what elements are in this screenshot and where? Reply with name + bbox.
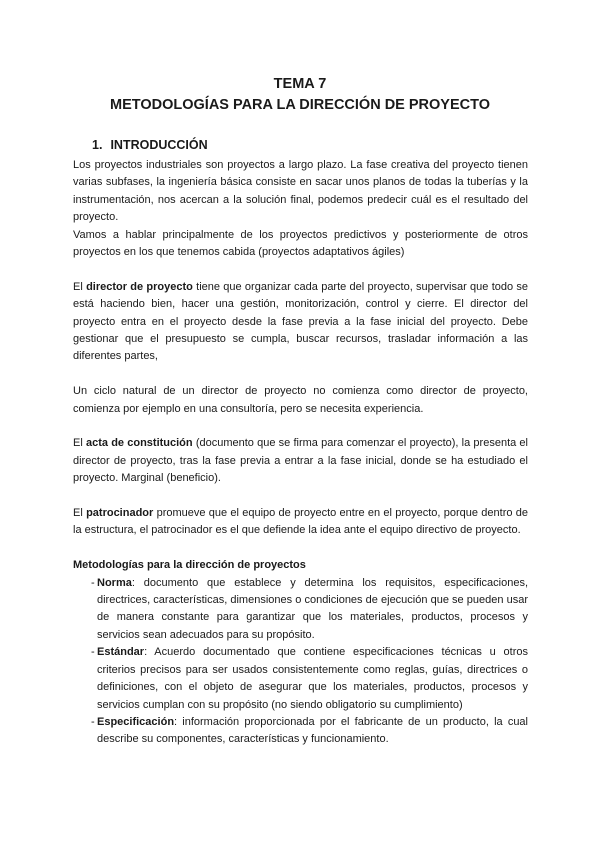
section-heading	[92, 138, 208, 152]
document-title-line2: METODOLOGÍAS PARA LA DIRECCIÓN DE PROYECTO	[110, 97, 490, 113]
document-body	[73, 157, 528, 749]
list-item-estandar	[73, 644, 528, 714]
dash-bullet: -	[91, 646, 95, 659]
paragraph-intro: Los proyectos industriales son proyectos a largo plazo. La fase creativa del proyecto tienen varias subfases, la ingeniería básica consiste en sacar unos planos de todas la tuberías y la instrumentación, nos acercan a la solución final, podemos predecir cuál es el resultado del proyecto.	[73, 159, 528, 224]
methodologies-heading: Metodologías para la dirección de proyectos	[73, 559, 306, 572]
term-patrocinador: patrocinador	[86, 507, 154, 520]
paragraph-director	[73, 279, 528, 366]
term-especificacion: Especificación	[97, 715, 175, 728]
especificacion-definition: : información proporcionada por el fabricante de un producto, la cual describe su componentes, características y funcionamiento.	[97, 715, 528, 746]
paragraph-patrocinador-post: promueve que el equipo de proyecto entre en el proyecto, porque dentro de la estructura, el patrocinador es el que defiende la idea ante el equipo directivo de proyecto.	[73, 507, 528, 537]
dash-bullet: -	[91, 715, 95, 728]
section-number: 1.	[92, 138, 103, 152]
norma-definition: : documento que establece y determina los requisitos, especificaciones, directrices, características, dimensiones o condiciones de ejecución que se pueden usar de manera constante para garantizar que los materiales, productos, procesos y servicios sean adecuados para su propósito.	[97, 576, 528, 641]
document-title-line1: TEMA 7	[273, 76, 327, 92]
paragraph-acta	[73, 435, 528, 487]
dash-bullet: -	[91, 576, 95, 589]
paragraph-acta-post: (documento que se firma para comenzar el proyecto), la presenta el director de proyecto, tras la fase previa a entrar a la fase inicial, donde se ha estudiado el proyecto. Marginal (beneficio).	[73, 437, 528, 485]
methodologies-list	[73, 575, 528, 749]
paragraph-patrocinador-pre: El	[73, 507, 87, 520]
section-title: INTRODUCCIÓN	[110, 138, 208, 152]
paragraph-director-pre: El	[73, 280, 87, 293]
paragraph-acta-pre: El	[73, 437, 86, 450]
estandar-definition: : Acuerdo documentado que contiene especificaciones técnicas u otros criterios precisos para ser usados consistentemente como reglas, guías, directrices o definiciones, con el objeto de asegurar que los materiales, productos, procesos y servicios cumplan con su propósito (no siendo obligatorio su cumplimiento)	[97, 646, 528, 711]
term-acta: acta de constitución	[85, 437, 193, 450]
list-item-especificacion	[73, 714, 528, 749]
paragraph-cycle: Un ciclo natural de un director de proyecto no comienza como director de proyecto, comienza por ejemplo en una consultoría, pero se necesita experiencia.	[73, 385, 528, 415]
term-director: director de proyecto	[86, 280, 193, 293]
paragraph-predictive: Vamos a hablar principalmente de los proyectos predictivos y posteriormente de otros proyectos en los que tenemos cabida (proyectos adaptativos ágiles)	[73, 228, 528, 259]
term-norma: Norma	[97, 576, 132, 589]
list-item-norma	[73, 575, 528, 645]
paragraph-director-post: tiene que organizar cada parte del proyecto, supervisar que todo se está haciendo bien, hacer una gestión, monitorización, control y cierre. El director del proyecto entra en el proyecto desde la fase previa a la fase inicial del proyecto. Debe gestionar que el presupuesto se cumpla, buscar recursos, trasladar información a las diferentes partes,	[73, 280, 528, 363]
paragraph-patrocinador	[73, 505, 528, 540]
term-estandar: Estándar	[97, 646, 145, 659]
